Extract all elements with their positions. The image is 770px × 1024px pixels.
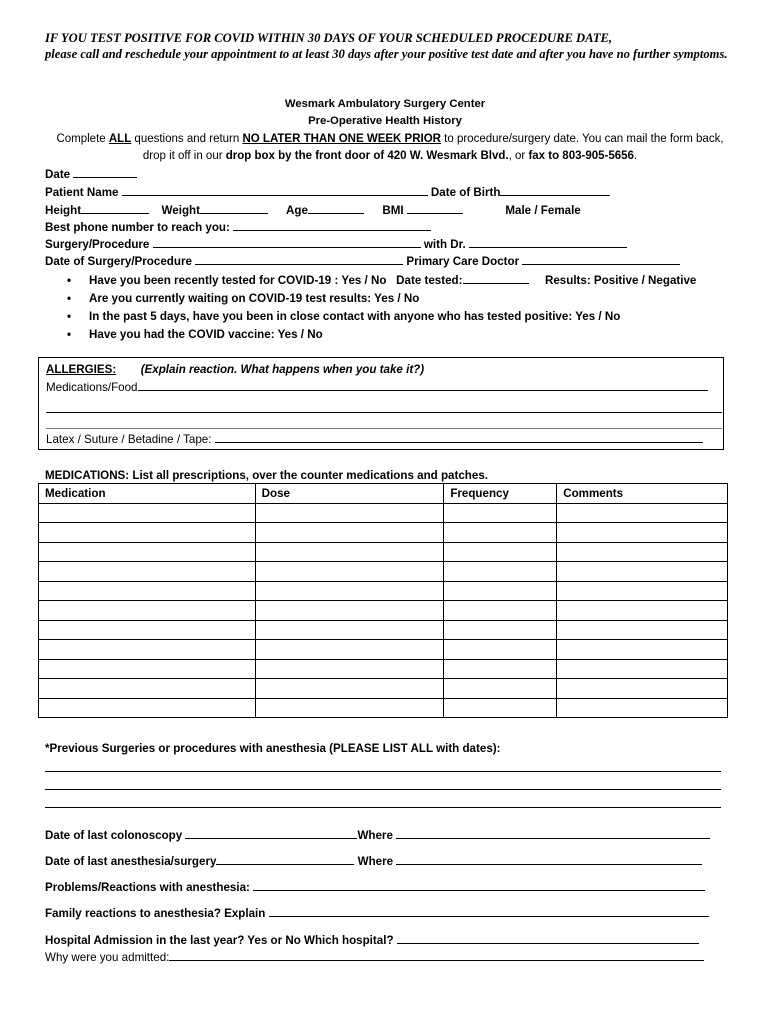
covid-q3-text[interactable]: In the past 5 days, have you been in close contact with anyone who has tested positive: Yes / No — [89, 310, 621, 323]
problems-label: Problems/Reactions with anesthesia: — [45, 881, 250, 894]
anesthesia-where-label: Where — [357, 855, 394, 868]
previous-surgeries-line-1[interactable] — [45, 771, 721, 772]
comments-cell[interactable] — [557, 503, 728, 523]
allergies-latex-label: Latex / Suture / Betadine / Tape: — [46, 433, 212, 446]
covid-q2 — [67, 290, 737, 308]
medication-cell[interactable] — [39, 601, 256, 621]
patient-row — [45, 184, 610, 201]
instr-text: to procedure/surgery date. You can mail the form back, drop it off in our — [142, 133, 724, 162]
allergies-extra-line-1[interactable] — [46, 412, 722, 413]
dose-cell[interactable] — [255, 601, 444, 621]
weight-label: Weight — [161, 204, 200, 217]
medications-title-text: MEDICATIONS: List all prescriptions, over the counter medications and patches. — [45, 469, 489, 482]
covid-q1 — [67, 272, 737, 290]
date-field[interactable] — [73, 166, 137, 178]
anesthesia-label: Date of last anesthesia/surgery — [45, 855, 217, 868]
instr-text: questions and return — [131, 133, 243, 145]
comments-cell[interactable] — [557, 640, 728, 660]
surgery-date-field[interactable] — [195, 253, 403, 265]
family-row — [45, 905, 709, 922]
frequency-cell[interactable] — [444, 620, 557, 640]
medication-cell[interactable] — [39, 503, 256, 523]
frequency-cell[interactable] — [444, 659, 557, 679]
dose-cell[interactable] — [255, 523, 444, 543]
surgery-label: Surgery/Procedure — [45, 238, 150, 251]
bmi-field[interactable] — [407, 202, 463, 214]
dose-cell[interactable] — [255, 503, 444, 523]
medications-table — [38, 483, 728, 718]
phone-label: Best phone number to reach you: — [45, 221, 230, 234]
height-field[interactable] — [81, 202, 149, 214]
instr-fax: fax to 803-905-5656 — [528, 150, 634, 162]
previous-surgeries-label — [45, 741, 501, 757]
frequency-cell[interactable] — [444, 503, 557, 523]
instr-text: , or — [508, 150, 529, 162]
comments-cell[interactable] — [557, 601, 728, 621]
org-name: Wesmark Ambulatory Surgery Center — [284, 98, 486, 110]
instr-text: Complete — [56, 133, 109, 145]
dose-cell[interactable] — [255, 640, 444, 660]
table-row — [39, 542, 728, 562]
covid-results-options[interactable]: Results: Positive / Negative — [544, 274, 697, 287]
col-comments: Comments — [557, 484, 728, 504]
date-row — [45, 166, 137, 183]
with-dr-label: with Dr. — [423, 238, 466, 251]
previous-surgeries-line-2[interactable] — [45, 789, 721, 790]
instr-all: ALL — [108, 133, 132, 145]
comments-cell[interactable] — [557, 542, 728, 562]
anesthesia-row — [45, 853, 702, 870]
dose-cell[interactable] — [255, 659, 444, 679]
table-row — [39, 601, 728, 621]
medication-cell[interactable] — [39, 542, 256, 562]
colonoscopy-row — [45, 827, 710, 844]
anesthesia-date-field[interactable] — [216, 853, 354, 865]
medications-title — [45, 468, 488, 484]
dose-cell[interactable] — [255, 562, 444, 582]
table-row — [39, 659, 728, 679]
allergies-header — [46, 362, 424, 378]
frequency-cell[interactable] — [444, 640, 557, 660]
previous-surgeries-text: *Previous Surgeries or procedures with anesthesia (PLEASE LIST ALL with dates): — [45, 742, 501, 755]
table-row — [39, 562, 728, 582]
colonoscopy-where-label: Where — [357, 829, 393, 842]
form-title: Pre-Operative Health History — [308, 115, 462, 127]
col-frequency: Frequency — [444, 484, 557, 504]
height-label: Height — [45, 204, 82, 217]
comments-cell[interactable] — [557, 620, 728, 640]
allergies-meds-field[interactable] — [138, 379, 708, 391]
covid-warning-body: please call and reschedule your appointment to at least 30 days after your positive test date and after you have no further symptoms. — [45, 47, 728, 61]
colonoscopy-date-field[interactable] — [185, 827, 357, 839]
covid-test-date-field[interactable] — [463, 272, 529, 284]
dose-cell[interactable] — [255, 542, 444, 562]
frequency-cell[interactable] — [444, 601, 557, 621]
allergies-latex-row — [46, 431, 703, 448]
covid-q3 — [67, 308, 737, 326]
problems-field[interactable] — [253, 879, 705, 891]
allergies-section — [38, 357, 724, 450]
previous-surgeries-line-3[interactable] — [45, 807, 721, 808]
admission-reason-label: Why were you admitted: — [45, 951, 170, 964]
pcp-field[interactable] — [522, 253, 680, 265]
covid-questions — [67, 272, 737, 344]
instr-dropbox: drop box by the front door of 420 W. Wesmark Blvd. — [225, 150, 509, 162]
age-field[interactable] — [308, 202, 364, 214]
comments-cell[interactable] — [557, 581, 728, 601]
family-field[interactable] — [269, 905, 709, 917]
surgery-date-label: Date of Surgery/Procedure — [45, 255, 192, 268]
allergies-hint: (Explain reaction. What happens when you take it?) — [140, 363, 425, 376]
medication-cell[interactable] — [39, 562, 256, 582]
allergies-meds-label: Medications/Food — [46, 381, 138, 394]
weight-field[interactable] — [200, 202, 268, 214]
family-label: Family reactions to anesthesia? Explain — [45, 907, 266, 920]
instr-deadline: NO LATER THAN ONE WEEK PRIOR — [242, 133, 441, 145]
colonoscopy-where-field[interactable] — [396, 827, 710, 839]
pcp-label: Primary Care Doctor — [406, 255, 520, 268]
covid-test-date-label: Date tested: — [396, 274, 463, 287]
phone-field[interactable] — [233, 219, 431, 231]
comments-cell[interactable] — [557, 698, 728, 718]
frequency-cell[interactable] — [444, 679, 557, 699]
date-label: Date — [45, 168, 71, 181]
hospital-row — [45, 932, 699, 949]
covid-q4-text[interactable]: Have you had the COVID vaccine: Yes / No — [89, 328, 323, 341]
sex-options[interactable]: Male / Female — [505, 204, 581, 217]
medication-cell[interactable] — [39, 523, 256, 543]
medication-cell[interactable] — [39, 659, 256, 679]
hospital-field[interactable] — [397, 932, 699, 944]
dose-cell[interactable] — [255, 679, 444, 699]
surgery-date-row — [45, 253, 680, 270]
medication-cell[interactable] — [39, 581, 256, 601]
allergies-meds-row — [46, 379, 708, 396]
frequency-cell[interactable] — [444, 698, 557, 718]
table-row — [39, 640, 728, 660]
frequency-cell[interactable] — [444, 542, 557, 562]
medications-header-row — [39, 484, 728, 504]
col-medication: Medication — [39, 484, 256, 504]
frequency-cell[interactable] — [444, 523, 557, 543]
hospital-label: Hospital Admission in the last year? Yes or No Which hospital? — [45, 934, 394, 947]
problems-row — [45, 879, 705, 896]
covid-q1-text[interactable]: Have you been recently tested for COVID-19 : Yes / No — [89, 274, 387, 287]
age-label: Age — [286, 204, 308, 217]
admission-reason-row — [45, 949, 704, 966]
comments-cell[interactable] — [557, 562, 728, 582]
table-row — [39, 503, 728, 523]
allergies-latex-field[interactable] — [215, 431, 703, 443]
comments-cell[interactable] — [557, 679, 728, 699]
medication-cell[interactable] — [39, 698, 256, 718]
table-row — [39, 523, 728, 543]
instructions — [45, 131, 735, 165]
covid-warning-lead: IF YOU TEST POSITIVE FOR COVID WITHIN 30 DAYS OF YOUR SCHEDULED PROCEDURE DATE, — [45, 31, 613, 45]
table-row — [39, 620, 728, 640]
frequency-cell[interactable] — [444, 562, 557, 582]
table-row — [39, 698, 728, 718]
phone-row — [45, 219, 431, 236]
dose-cell[interactable] — [255, 581, 444, 601]
table-row — [39, 679, 728, 699]
admission-reason-field[interactable] — [169, 949, 704, 961]
bmi-label: BMI — [382, 204, 404, 217]
dob-field[interactable] — [500, 184, 610, 196]
covid-warning — [45, 30, 735, 62]
allergies-extra-line-2[interactable] — [46, 428, 722, 429]
frequency-cell[interactable] — [444, 581, 557, 601]
patient-name-label: Patient Name — [45, 186, 119, 199]
anesthesia-where-field[interactable] — [396, 853, 702, 865]
vitals-row — [45, 202, 581, 219]
dose-cell[interactable] — [255, 620, 444, 640]
colonoscopy-label: Date of last colonoscopy — [45, 829, 183, 842]
dose-cell[interactable] — [255, 698, 444, 718]
surgery-row — [45, 236, 627, 253]
medication-cell[interactable] — [39, 679, 256, 699]
instr-text: . — [633, 150, 638, 162]
dob-label: Date of Birth — [430, 186, 501, 199]
allergies-title: ALLERGIES: — [46, 363, 117, 376]
surgery-field[interactable] — [153, 236, 421, 248]
surgeon-field[interactable] — [469, 236, 627, 248]
covid-q2-text[interactable]: Are you currently waiting on COVID-19 test results: Yes / No — [89, 292, 420, 305]
comments-cell[interactable] — [557, 523, 728, 543]
patient-name-field[interactable] — [122, 184, 428, 196]
col-dose: Dose — [255, 484, 444, 504]
medication-cell[interactable] — [39, 640, 256, 660]
table-row — [39, 581, 728, 601]
medication-cell[interactable] — [39, 620, 256, 640]
covid-q4 — [67, 326, 737, 344]
comments-cell[interactable] — [557, 659, 728, 679]
